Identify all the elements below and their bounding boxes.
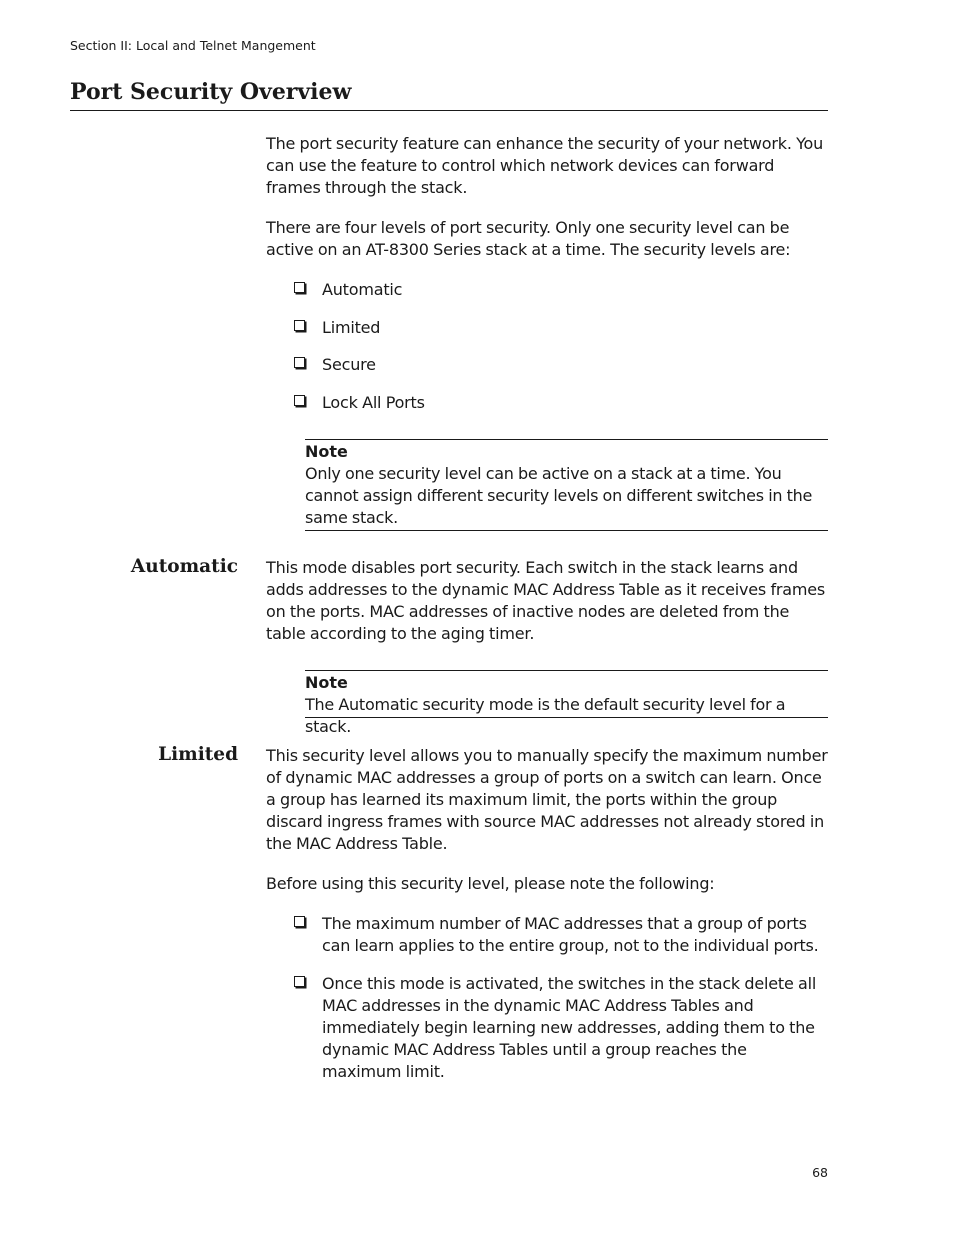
list-item-label: Lock All Ports [322, 393, 425, 412]
list-item [294, 392, 828, 414]
checkbox-bullet-icon [294, 916, 305, 927]
list-item-text: The maximum number of MAC addresses that a group of ports can learn applies to the entire group, not to the individual ports. [322, 914, 819, 955]
note-text: Only one security level can be active on a stack at a time. You cannot assign different security levels on different switches in the same stack. [305, 464, 813, 527]
list-item [294, 354, 828, 376]
section-heading-limited: Limited [158, 744, 238, 765]
automatic-paragraph: This mode disables port security. Each switch in the stack learns and adds addresses to the dynamic MAC Address Table as it receives frames on the ports. MAC addresses of inactive nodes are deleted from the table according to the aging timer. [266, 558, 826, 643]
section-heading-automatic: Automatic [130, 556, 238, 577]
running-header: Section II: Local and Telnet Mangement [70, 38, 316, 53]
list-item-label: Limited [322, 318, 381, 337]
page-title: Port Security Overview [70, 78, 828, 111]
page-number: 68 [812, 1165, 828, 1180]
note-box-2 [305, 670, 828, 736]
list-item [294, 279, 828, 301]
checkbox-bullet-icon [294, 357, 305, 368]
limited-paragraph: This security level allows you to manually specify the maximum number of dynamic MAC addresses a group of ports on a switch can learn. Once a group has learned its maximum limit, the ports within the group discard ingress frames with source MAC addresses not already stored in the MAC Address Table. [266, 746, 828, 853]
note-text: The Automatic security mode is the default security level for a stack. [305, 695, 786, 736]
limited-lead-paragraph: Before using this security level, please note the following: [266, 874, 715, 893]
list-item [294, 317, 828, 339]
list-item-label: Automatic [322, 280, 403, 299]
checkbox-bullet-icon [294, 395, 305, 406]
note-box-1 [305, 439, 828, 531]
list-item [294, 913, 828, 957]
note-title: Note [305, 442, 348, 461]
limited-notes-list [294, 913, 828, 1083]
note-title: Note [305, 673, 348, 692]
intro-paragraph-1: The port security feature can enhance the security of your network. You can use the feature to control which network devices can forward frames through the stack. [266, 134, 824, 197]
list-item-label: Secure [322, 355, 376, 374]
security-levels-list [294, 279, 828, 414]
intro-paragraph-2: There are four levels of port security. Only one security level can be active on an AT-8300 Series stack at a time. The security levels are: [266, 218, 791, 259]
checkbox-bullet-icon [294, 282, 305, 293]
checkbox-bullet-icon [294, 320, 305, 331]
list-item [294, 973, 828, 1083]
list-item-text: Once this mode is activated, the switches in the stack delete all MAC addresses in the dynamic MAC Address Tables and immediately begin learning new addresses, adding them to the dynamic MAC Address Tables until a group reaches the maximum limit. [322, 974, 817, 1081]
checkbox-bullet-icon [294, 976, 305, 987]
